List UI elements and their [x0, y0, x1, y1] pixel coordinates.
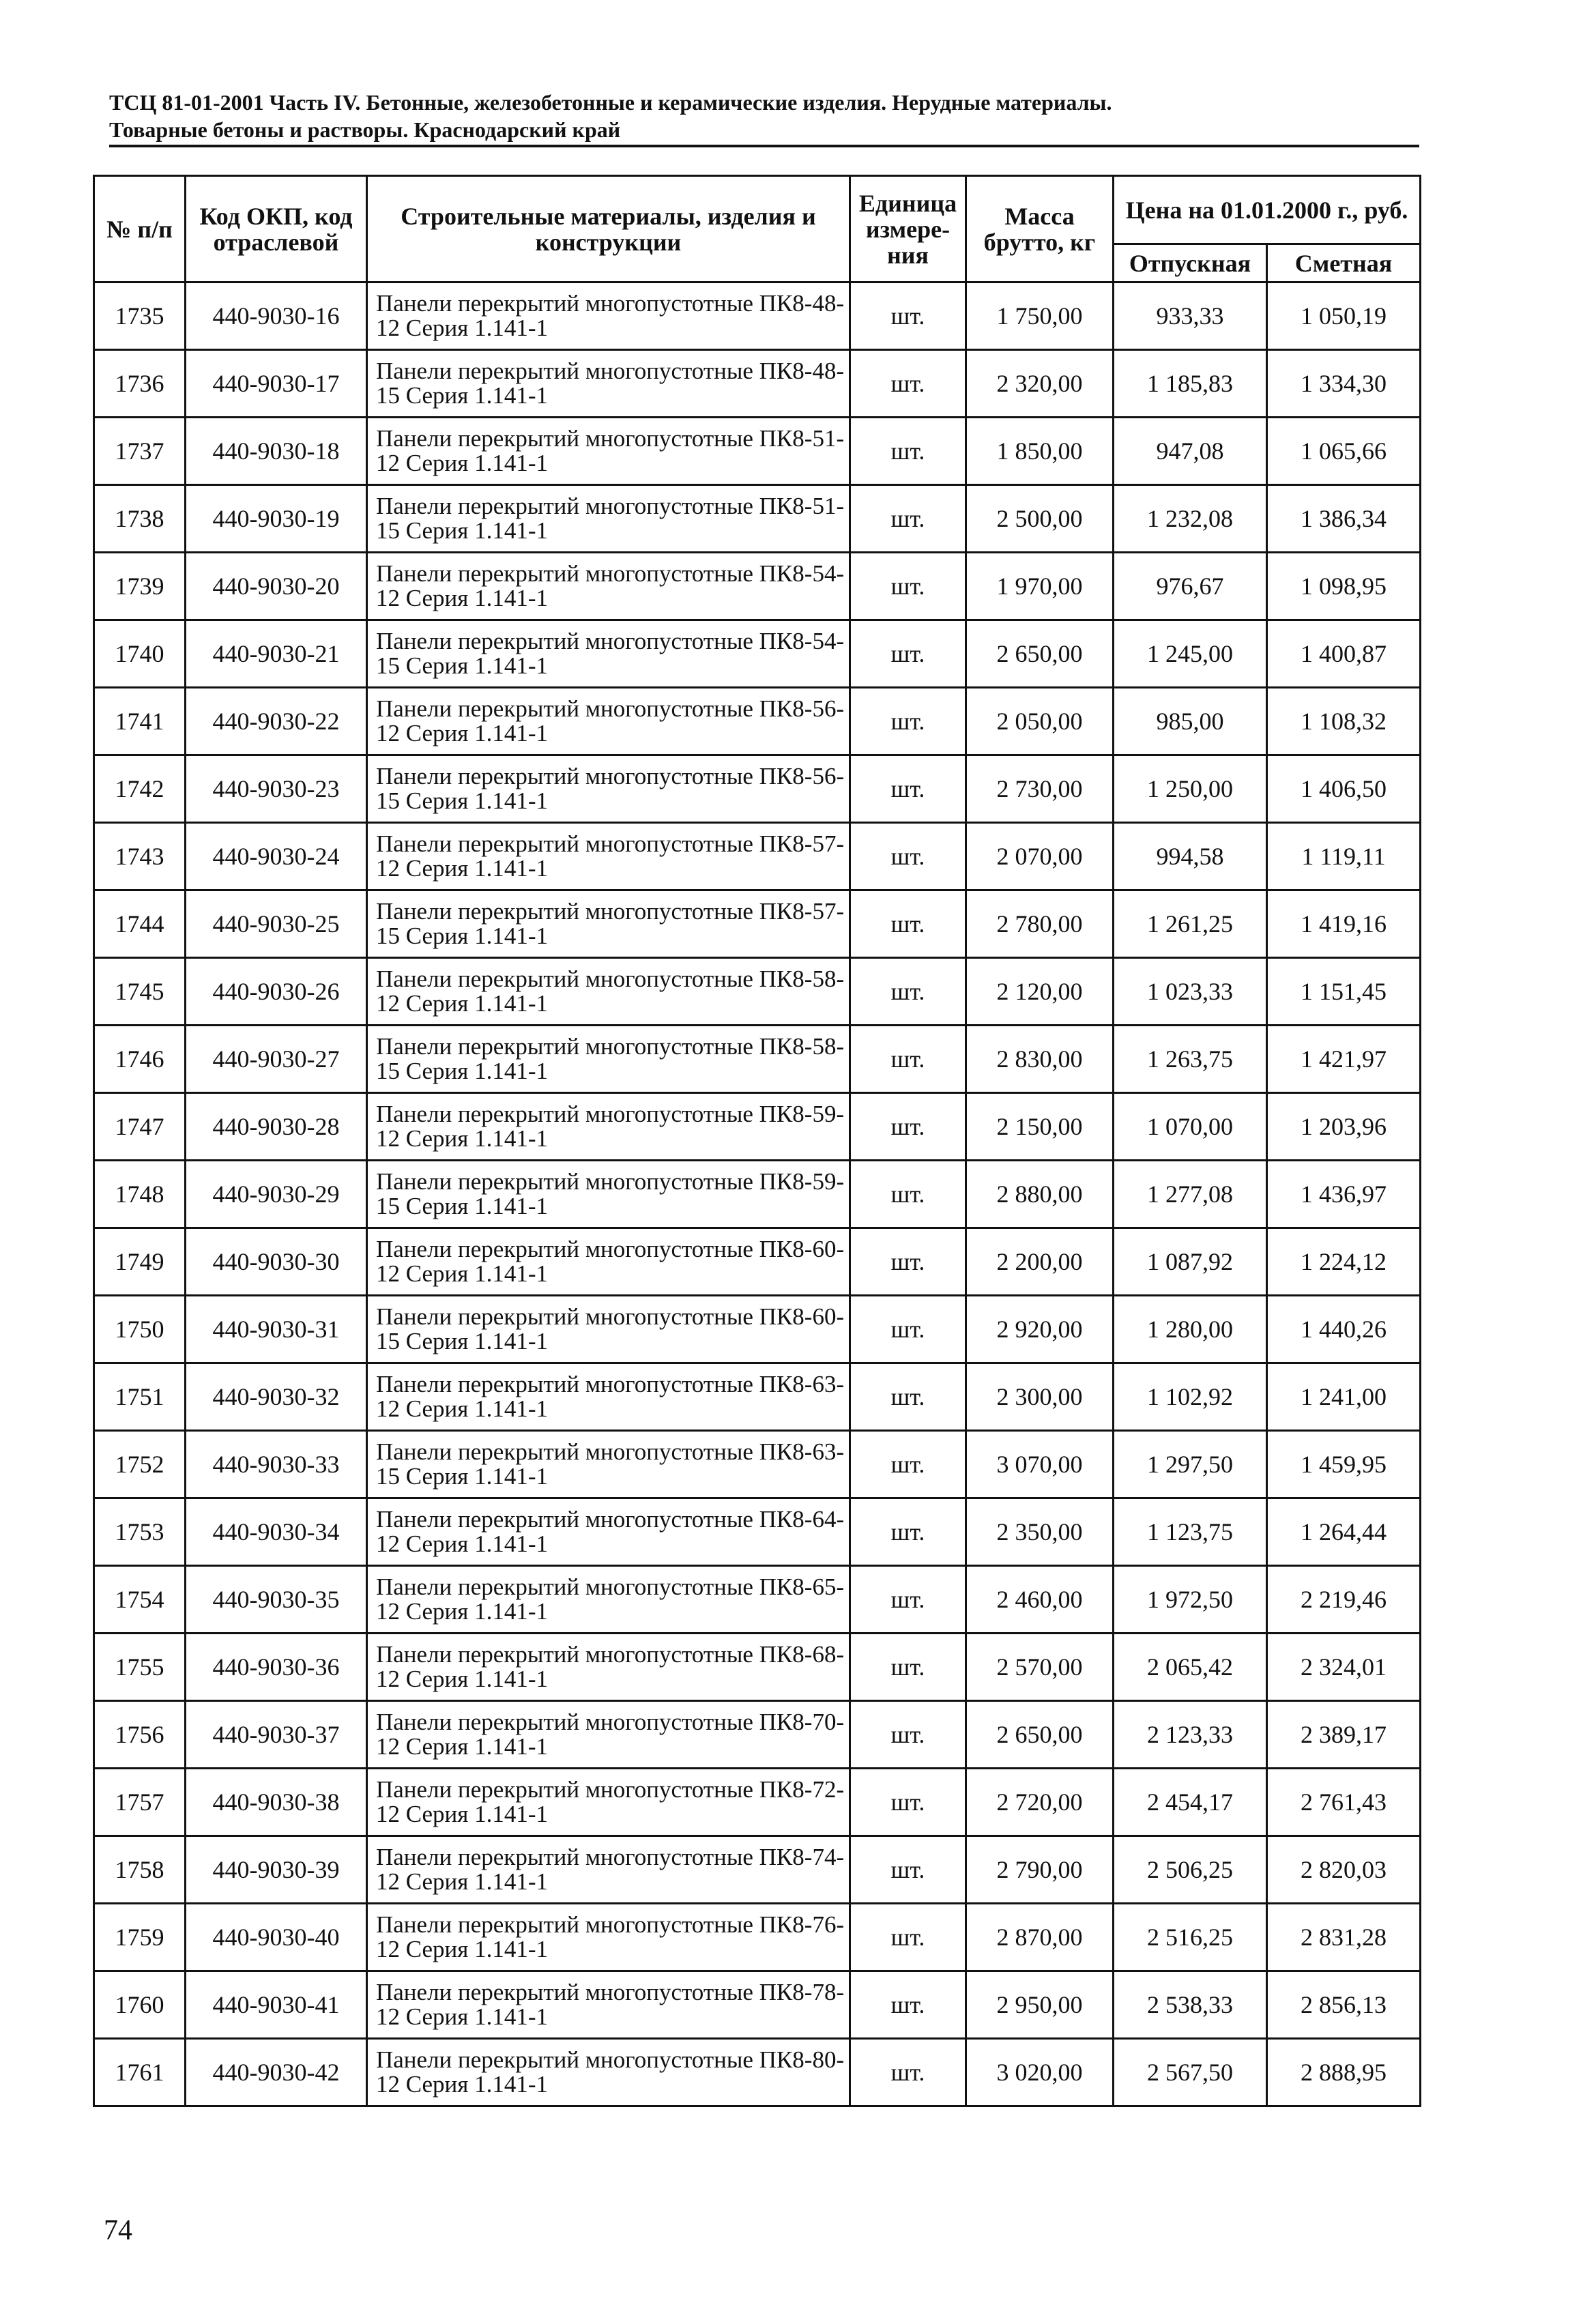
- row-number: 1738: [94, 485, 186, 553]
- row-mass: 2 120,00: [966, 958, 1114, 1026]
- row-unit: шт.: [850, 620, 966, 688]
- row-unit: шт.: [850, 1971, 966, 2039]
- row-price-estimate: 2 856,13: [1267, 1971, 1421, 2039]
- row-number: 1737: [94, 418, 186, 485]
- table-row: [94, 1498, 1421, 1566]
- row-code: 440-9030-35: [186, 1566, 367, 1634]
- row-price-release: 1 123,75: [1114, 1498, 1267, 1566]
- row-number: 1752: [94, 1431, 186, 1498]
- row-number: 1755: [94, 1634, 186, 1701]
- row-name: Панели перекрытий многопустотные ПК8-54-12 Серия 1.141-1: [367, 553, 850, 620]
- table-body: [94, 282, 1421, 2106]
- row-unit: шт.: [850, 755, 966, 823]
- table-row: [94, 282, 1421, 350]
- table-row: [94, 1161, 1421, 1228]
- row-unit: шт.: [850, 1431, 966, 1498]
- row-price-release: 2 123,33: [1114, 1701, 1267, 1769]
- row-name: Панели перекрытий многопустотные ПК8-70-12 Серия 1.141-1: [367, 1701, 850, 1769]
- row-number: 1748: [94, 1161, 186, 1228]
- table-row: [94, 823, 1421, 890]
- row-mass: 1 850,00: [966, 418, 1114, 485]
- table-row: [94, 1904, 1421, 1971]
- row-name: Панели перекрытий многопустотные ПК8-59-15 Серия 1.141-1: [367, 1161, 850, 1228]
- row-code: 440-9030-21: [186, 620, 367, 688]
- row-unit: шт.: [850, 2039, 966, 2106]
- row-name: Панели перекрытий многопустотные ПК8-60-15 Серия 1.141-1: [367, 1296, 850, 1363]
- row-mass: 2 870,00: [966, 1904, 1114, 1971]
- row-number: 1756: [94, 1701, 186, 1769]
- row-code: 440-9030-32: [186, 1363, 367, 1431]
- row-price-estimate: 2 761,43: [1267, 1769, 1421, 1836]
- row-unit: шт.: [850, 485, 966, 553]
- row-unit: шт.: [850, 1363, 966, 1431]
- row-mass: 2 830,00: [966, 1026, 1114, 1093]
- row-name: Панели перекрытий многопустотные ПК8-57-15 Серия 1.141-1: [367, 890, 850, 958]
- row-name: Панели перекрытий многопустотные ПК8-64-12 Серия 1.141-1: [367, 1498, 850, 1566]
- row-name: Панели перекрытий многопустотные ПК8-48-12 Серия 1.141-1: [367, 282, 850, 350]
- row-unit: шт.: [850, 1701, 966, 1769]
- row-price-estimate: 1 264,44: [1267, 1498, 1421, 1566]
- table-row: [94, 1701, 1421, 1769]
- row-price-release: 1 280,00: [1114, 1296, 1267, 1363]
- row-unit: шт.: [850, 1026, 966, 1093]
- row-code: 440-9030-16: [186, 282, 367, 350]
- row-unit: шт.: [850, 1093, 966, 1161]
- row-price-estimate: 1 421,97: [1267, 1026, 1421, 1093]
- row-name: Панели перекрытий многопустотные ПК8-58-15 Серия 1.141-1: [367, 1026, 850, 1093]
- table-row: [94, 485, 1421, 553]
- row-price-estimate: 2 820,03: [1267, 1836, 1421, 1904]
- row-code: 440-9030-34: [186, 1498, 367, 1566]
- row-name: Панели перекрытий многопустотные ПК8-72-12 Серия 1.141-1: [367, 1769, 850, 1836]
- row-unit: шт.: [850, 1296, 966, 1363]
- row-price-estimate: 1 224,12: [1267, 1228, 1421, 1296]
- row-number: 1754: [94, 1566, 186, 1634]
- row-mass: 2 070,00: [966, 823, 1114, 890]
- table-row: [94, 1296, 1421, 1363]
- row-code: 440-9030-20: [186, 553, 367, 620]
- row-price-release: 1 185,83: [1114, 350, 1267, 418]
- row-unit: шт.: [850, 553, 966, 620]
- row-mass: 2 300,00: [966, 1363, 1114, 1431]
- row-code: 440-9030-24: [186, 823, 367, 890]
- row-mass: 2 730,00: [966, 755, 1114, 823]
- row-number: 1761: [94, 2039, 186, 2106]
- row-price-release: 1 232,08: [1114, 485, 1267, 553]
- table-row: [94, 1093, 1421, 1161]
- row-name: Панели перекрытий многопустотные ПК8-48-15 Серия 1.141-1: [367, 350, 850, 418]
- row-name: Панели перекрытий многопустотные ПК8-54-15 Серия 1.141-1: [367, 620, 850, 688]
- row-name: Панели перекрытий многопустотные ПК8-78-12 Серия 1.141-1: [367, 1971, 850, 2039]
- row-price-estimate: 2 219,46: [1267, 1566, 1421, 1634]
- page-header: [109, 89, 1419, 143]
- table-row: [94, 2039, 1421, 2106]
- table-row: [94, 1026, 1421, 1093]
- row-unit: шт.: [850, 418, 966, 485]
- row-price-release: 1 023,33: [1114, 958, 1267, 1026]
- row-unit: шт.: [850, 823, 966, 890]
- row-price-estimate: 1 459,95: [1267, 1431, 1421, 1498]
- row-code: 440-9030-17: [186, 350, 367, 418]
- table-row: [94, 620, 1421, 688]
- row-number: 1735: [94, 282, 186, 350]
- row-unit: шт.: [850, 1566, 966, 1634]
- column-header-price-estimate: Сметная: [1267, 244, 1421, 282]
- row-price-estimate: 1 119,11: [1267, 823, 1421, 890]
- row-code: 440-9030-38: [186, 1769, 367, 1836]
- table-row: [94, 1228, 1421, 1296]
- row-number: 1739: [94, 553, 186, 620]
- row-unit: шт.: [850, 1161, 966, 1228]
- row-number: 1753: [94, 1498, 186, 1566]
- row-price-release: 2 506,25: [1114, 1836, 1267, 1904]
- row-name: Панели перекрытий многопустотные ПК8-65-12 Серия 1.141-1: [367, 1566, 850, 1634]
- row-unit: шт.: [850, 890, 966, 958]
- column-header-price-group: Цена на 01.01.2000 г., руб.: [1114, 176, 1421, 244]
- row-price-release: 2 567,50: [1114, 2039, 1267, 2106]
- row-price-estimate: 2 324,01: [1267, 1634, 1421, 1701]
- row-price-release: 947,08: [1114, 418, 1267, 485]
- row-name: Панели перекрытий многопустотные ПК8-63-12 Серия 1.141-1: [367, 1363, 850, 1431]
- row-price-release: 2 065,42: [1114, 1634, 1267, 1701]
- row-price-release: 1 972,50: [1114, 1566, 1267, 1634]
- row-name: Панели перекрытий многопустотные ПК8-57-12 Серия 1.141-1: [367, 823, 850, 890]
- table-row: [94, 1363, 1421, 1431]
- row-price-release: 1 261,25: [1114, 890, 1267, 958]
- row-mass: 2 720,00: [966, 1769, 1114, 1836]
- row-mass: 2 460,00: [966, 1566, 1114, 1634]
- row-price-estimate: 1 151,45: [1267, 958, 1421, 1026]
- row-mass: 3 070,00: [966, 1431, 1114, 1498]
- row-price-release: 933,33: [1114, 282, 1267, 350]
- row-price-release: 2 538,33: [1114, 1971, 1267, 2039]
- row-price-estimate: 1 108,32: [1267, 688, 1421, 755]
- row-unit: шт.: [850, 1634, 966, 1701]
- column-header-name: Строительные материалы, изделия и конструкции: [367, 176, 850, 282]
- table-row: [94, 890, 1421, 958]
- row-mass: 2 200,00: [966, 1228, 1114, 1296]
- row-code: 440-9030-31: [186, 1296, 367, 1363]
- row-mass: 1 970,00: [966, 553, 1114, 620]
- row-unit: шт.: [850, 1498, 966, 1566]
- table-row: [94, 553, 1421, 620]
- row-code: 440-9030-22: [186, 688, 367, 755]
- row-mass: 2 650,00: [966, 1701, 1114, 1769]
- row-price-estimate: 2 888,95: [1267, 2039, 1421, 2106]
- table-row: [94, 958, 1421, 1026]
- table-row: [94, 688, 1421, 755]
- table-row: [94, 1566, 1421, 1634]
- table-row: [94, 1836, 1421, 1904]
- row-price-estimate: 2 389,17: [1267, 1701, 1421, 1769]
- table-row: [94, 1431, 1421, 1498]
- row-price-release: 994,58: [1114, 823, 1267, 890]
- row-price-release: 976,67: [1114, 553, 1267, 620]
- row-mass: 2 920,00: [966, 1296, 1114, 1363]
- row-unit: шт.: [850, 958, 966, 1026]
- row-number: 1745: [94, 958, 186, 1026]
- row-price-estimate: 1 098,95: [1267, 553, 1421, 620]
- row-price-release: 985,00: [1114, 688, 1267, 755]
- row-price-estimate: 1 065,66: [1267, 418, 1421, 485]
- row-price-estimate: 1 440,26: [1267, 1296, 1421, 1363]
- row-number: 1758: [94, 1836, 186, 1904]
- row-mass: 2 650,00: [966, 620, 1114, 688]
- row-code: 440-9030-23: [186, 755, 367, 823]
- row-price-release: 1 263,75: [1114, 1026, 1267, 1093]
- row-code: 440-9030-19: [186, 485, 367, 553]
- row-price-release: 1 102,92: [1114, 1363, 1267, 1431]
- row-price-estimate: 1 400,87: [1267, 620, 1421, 688]
- row-name: Панели перекрытий многопустотные ПК8-51-15 Серия 1.141-1: [367, 485, 850, 553]
- row-code: 440-9030-25: [186, 890, 367, 958]
- column-header-num: № п/п: [94, 176, 186, 282]
- table-row: [94, 1634, 1421, 1701]
- row-number: 1757: [94, 1769, 186, 1836]
- row-code: 440-9030-30: [186, 1228, 367, 1296]
- row-number: 1743: [94, 823, 186, 890]
- row-price-estimate: 1 334,30: [1267, 350, 1421, 418]
- row-price-estimate: 2 831,28: [1267, 1904, 1421, 1971]
- row-code: 440-9030-33: [186, 1431, 367, 1498]
- row-unit: шт.: [850, 1228, 966, 1296]
- row-unit: шт.: [850, 1904, 966, 1971]
- row-price-release: 2 516,25: [1114, 1904, 1267, 1971]
- price-table: [93, 175, 1421, 2107]
- page-number: 74: [104, 2215, 132, 2246]
- row-name: Панели перекрытий многопустотные ПК8-68-12 Серия 1.141-1: [367, 1634, 850, 1701]
- row-code: 440-9030-37: [186, 1701, 367, 1769]
- row-price-estimate: 1 241,00: [1267, 1363, 1421, 1431]
- row-mass: 2 880,00: [966, 1161, 1114, 1228]
- row-code: 440-9030-28: [186, 1093, 367, 1161]
- row-number: 1742: [94, 755, 186, 823]
- row-name: Панели перекрытий многопустотные ПК8-56-12 Серия 1.141-1: [367, 688, 850, 755]
- row-code: 440-9030-42: [186, 2039, 367, 2106]
- row-code: 440-9030-27: [186, 1026, 367, 1093]
- column-header-unit: Единица измере-ния: [850, 176, 966, 282]
- row-price-estimate: 1 050,19: [1267, 282, 1421, 350]
- row-price-release: 2 454,17: [1114, 1769, 1267, 1836]
- header-divider: [109, 145, 1419, 147]
- row-name: Панели перекрытий многопустотные ПК8-80-12 Серия 1.141-1: [367, 2039, 850, 2106]
- row-mass: 2 050,00: [966, 688, 1114, 755]
- document-title: ТСЦ 81-01-2001 Часть IV. Бетонные, железобетонные и керамические изделия. Нерудные материалы.: [109, 90, 1112, 115]
- row-name: Панели перекрытий многопустотные ПК8-63-15 Серия 1.141-1: [367, 1431, 850, 1498]
- row-number: 1759: [94, 1904, 186, 1971]
- table-row: [94, 1971, 1421, 2039]
- column-header-code: Код ОКП, код отраслевой: [186, 176, 367, 282]
- row-number: 1750: [94, 1296, 186, 1363]
- row-name: Панели перекрытий многопустотные ПК8-76-12 Серия 1.141-1: [367, 1904, 850, 1971]
- row-code: 440-9030-26: [186, 958, 367, 1026]
- document-subtitle: Товарные бетоны и растворы. Краснодарский край: [109, 117, 621, 142]
- row-number: 1749: [94, 1228, 186, 1296]
- row-price-release: 1 070,00: [1114, 1093, 1267, 1161]
- table-row: [94, 350, 1421, 418]
- row-price-estimate: 1 406,50: [1267, 755, 1421, 823]
- row-number: 1751: [94, 1363, 186, 1431]
- row-price-release: 1 087,92: [1114, 1228, 1267, 1296]
- row-mass: 1 750,00: [966, 282, 1114, 350]
- column-header-price-release: Отпускная: [1114, 244, 1267, 282]
- row-price-estimate: 1 436,97: [1267, 1161, 1421, 1228]
- row-price-release: 1 297,50: [1114, 1431, 1267, 1498]
- row-number: 1760: [94, 1971, 186, 2039]
- row-name: Панели перекрытий многопустотные ПК8-60-12 Серия 1.141-1: [367, 1228, 850, 1296]
- row-code: 440-9030-18: [186, 418, 367, 485]
- row-price-release: 1 245,00: [1114, 620, 1267, 688]
- row-price-release: 1 250,00: [1114, 755, 1267, 823]
- row-code: 440-9030-41: [186, 1971, 367, 2039]
- row-number: 1740: [94, 620, 186, 688]
- column-header-mass: Масса брутто, кг: [966, 176, 1114, 282]
- table-row: [94, 418, 1421, 485]
- table-row: [94, 755, 1421, 823]
- row-code: 440-9030-39: [186, 1836, 367, 1904]
- row-unit: шт.: [850, 688, 966, 755]
- row-mass: 2 350,00: [966, 1498, 1114, 1566]
- row-unit: шт.: [850, 1769, 966, 1836]
- table-header: [94, 176, 1421, 282]
- row-price-estimate: 1 419,16: [1267, 890, 1421, 958]
- row-number: 1747: [94, 1093, 186, 1161]
- row-mass: 2 150,00: [966, 1093, 1114, 1161]
- row-price-release: 1 277,08: [1114, 1161, 1267, 1228]
- row-unit: шт.: [850, 1836, 966, 1904]
- row-price-estimate: 1 203,96: [1267, 1093, 1421, 1161]
- row-mass: 2 500,00: [966, 485, 1114, 553]
- row-name: Панели перекрытий многопустотные ПК8-56-15 Серия 1.141-1: [367, 755, 850, 823]
- row-mass: 2 950,00: [966, 1971, 1114, 2039]
- row-mass: 2 320,00: [966, 350, 1114, 418]
- row-number: 1741: [94, 688, 186, 755]
- row-code: 440-9030-36: [186, 1634, 367, 1701]
- row-mass: 2 790,00: [966, 1836, 1114, 1904]
- row-mass: 2 780,00: [966, 890, 1114, 958]
- row-number: 1736: [94, 350, 186, 418]
- row-mass: 2 570,00: [966, 1634, 1114, 1701]
- row-name: Панели перекрытий многопустотные ПК8-59-12 Серия 1.141-1: [367, 1093, 850, 1161]
- table-row: [94, 1769, 1421, 1836]
- row-number: 1744: [94, 890, 186, 958]
- row-code: 440-9030-29: [186, 1161, 367, 1228]
- row-unit: шт.: [850, 282, 966, 350]
- row-price-estimate: 1 386,34: [1267, 485, 1421, 553]
- row-name: Панели перекрытий многопустотные ПК8-74-12 Серия 1.141-1: [367, 1836, 850, 1904]
- row-unit: шт.: [850, 350, 966, 418]
- row-mass: 3 020,00: [966, 2039, 1114, 2106]
- row-name: Панели перекрытий многопустотные ПК8-58-12 Серия 1.141-1: [367, 958, 850, 1026]
- row-number: 1746: [94, 1026, 186, 1093]
- row-code: 440-9030-40: [186, 1904, 367, 1971]
- row-name: Панели перекрытий многопустотные ПК8-51-12 Серия 1.141-1: [367, 418, 850, 485]
